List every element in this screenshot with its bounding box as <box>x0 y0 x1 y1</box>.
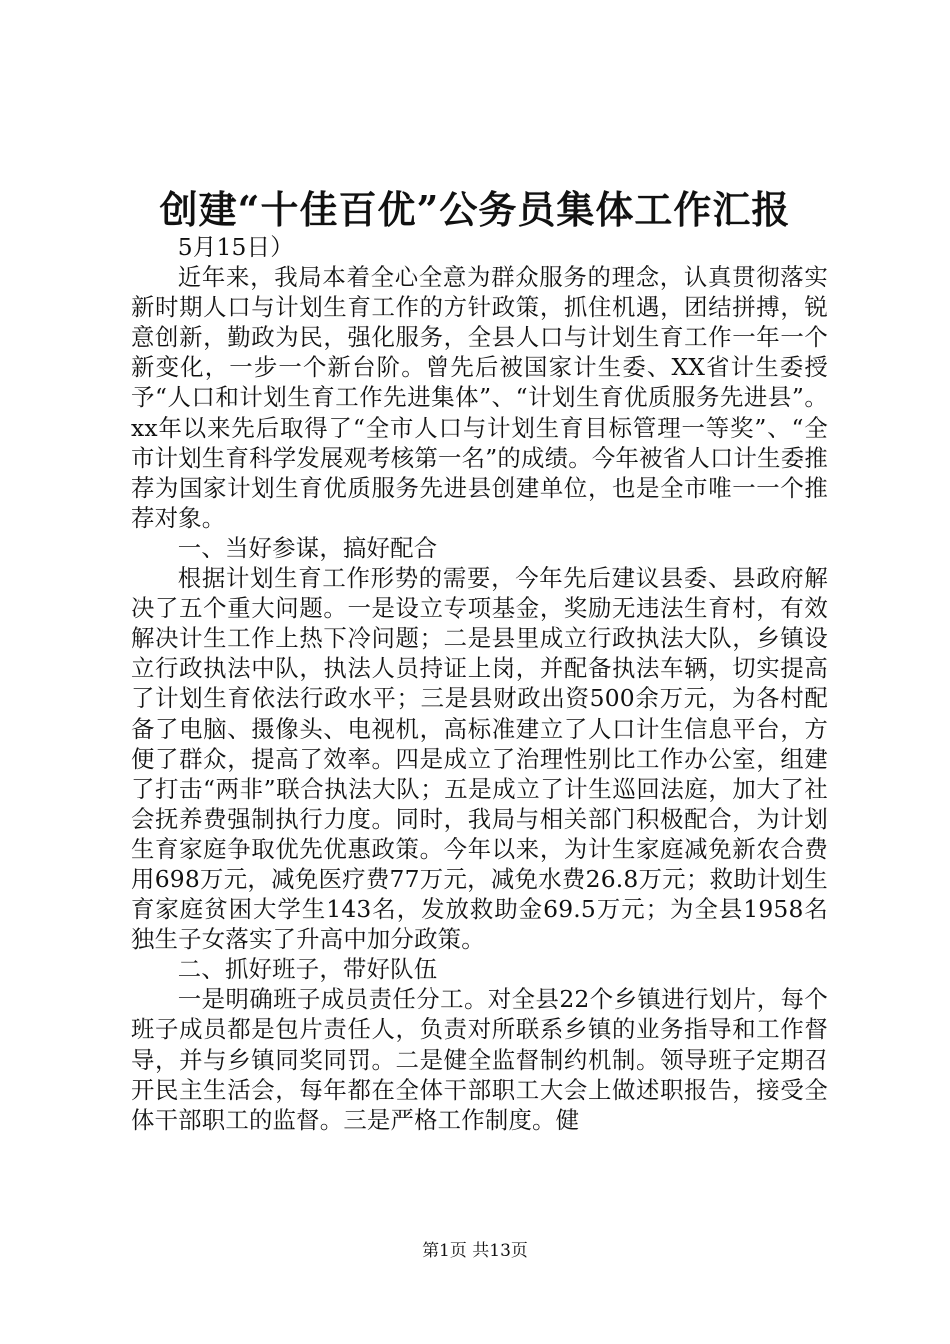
document-body <box>131 232 828 1135</box>
section-heading-2: 二、抓好班子，带好队伍 <box>177 955 438 984</box>
date-line: 5月15日） <box>177 233 294 261</box>
document-title: 创建“十佳百优”公务员集体工作汇报 <box>159 187 791 232</box>
paragraph-intro: 近年来，我局本着全心全意为群众服务的理念，认真贯彻落实新时期人口与计划生育工作的方针政策，抓住机遇，团结拼搏，锐意创新，勤政为民，强化服务，全县人口与计划生育工作一年一个新变化，一步一个新台阶。曾先后被国家计生委、XX省计生委授予“人口和计划生育工作先进集体”、“计划生育优质服务先进县”。xx年以来先后取得了“全市人口与计划生育目标管理一等奖”、“全市计划生育科学发展观考核第一名”的成绩。今年被省人口计生委推荐为国家计划生育优质服务先进县创建单位，也是全市唯一一个推荐对象。 <box>131 263 828 532</box>
paragraph-section-1: 根据计划生育工作形势的需要，今年先后建议县委、县政府解决了五个重大问题。一是设立专项基金，奖励无违法生育村，有效解决计生工作上热下冷问题；二是县里成立行政执法大队，乡镇设立行政执法中队，执法人员持证上岗，并配备执法车辆，切实提高了计划生育依法行政水平；三是县财政出资500余万元，为各村配备了电脑、摄像头、电视机，高标准建立了人口计生信息平台，方便了群众，提高了效率。四是成立了治理性别比工作办公室，组建了打击“两非”联合执法大队；五是成立了计生巡回法庭，加大了社会抚养费强制执行力度。同时，我局与相关部门积极配合，为计划生育家庭争取优先优惠政策。今年以来，为计生家庭减免新农合费用698万元，减免医疗费77万元，减免水费26.8万元；救助计划生育家庭贫困大学生143名，发放救助金69.5万元；为全县1958名独生子女落实了升高中加分政策。 <box>131 564 828 954</box>
section-heading-1: 一、当好参谋，搞好配合 <box>177 533 438 562</box>
paragraph-section-2: 一是明确班子成员责任分工。对全县22个乡镇进行划片，每个班子成员都是包片责任人，负责对所联系乡镇的业务指导和工作督导，并与乡镇同奖同罚。二是健全监督制约机制。领导班子定期召开民主生活会，每年都在全体干部职工大会上做述职报告，接受全体干部职工的监督。三是严格工作制度。健 <box>131 985 828 1134</box>
page-footer: 第1页 共13页 <box>422 1241 528 1261</box>
